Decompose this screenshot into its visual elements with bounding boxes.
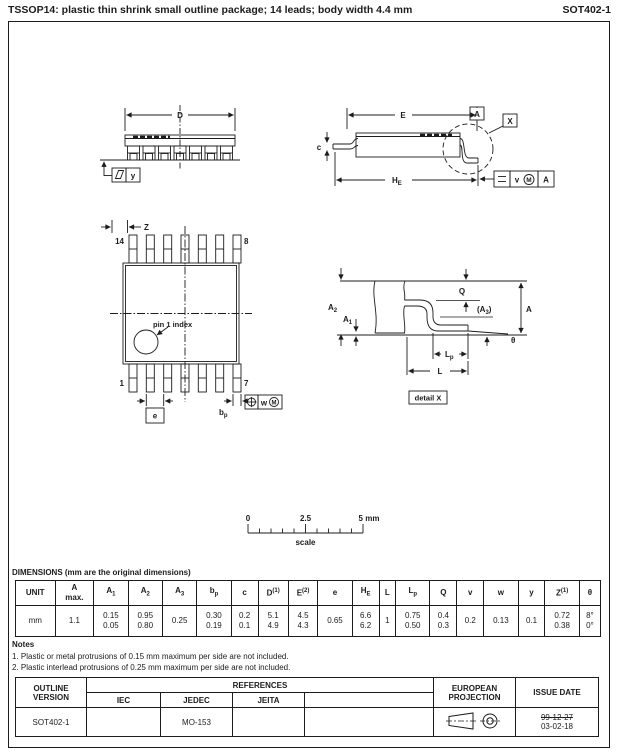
dim-value-cell: 0.13 [484,606,518,637]
dimensions-caption: DIMENSIONS (mm are the original dimensions) [12,568,191,577]
dim-column-header: θ [579,581,600,606]
symmetry-symbol-icon [498,177,506,182]
detail-X-title: detail X [414,393,442,403]
dim-value-cell: 0.2 0.1 [231,606,258,637]
top-view [101,220,282,423]
dim-D-label: D [177,111,183,120]
iec-value [87,708,161,737]
tol-w-label: w [260,398,268,408]
dim-value-cell: 6.6 6.2 [352,606,379,637]
dim-column-header: $A_3$ [162,581,196,606]
scale-bar [246,514,380,547]
package-code: SOT402-1 [562,4,611,16]
dim-column-header: w [484,581,518,606]
detail-X-circle [443,124,493,174]
dim-column-header: $E^{(2)}$ [288,581,318,606]
dim-theta-label: θ [511,336,516,345]
references-extra-header [305,693,434,708]
tolerance-frame-bp [245,395,282,409]
dim-A2-label: $A_2$ [328,303,338,314]
tol-v-label: v [514,175,520,185]
section-view [328,268,532,404]
dim-L-label: L [437,367,443,376]
page-title: TSSOP14: plastic thin shrink small outline package; 14 leads; body width 4.4 mm [8,4,413,16]
dim-column-header: c [231,581,258,606]
dim-column-header: UNIT [16,581,56,606]
dim-Z-label: Z [144,223,149,232]
dimensions-table-container [15,580,601,637]
references-header: REFERENCES [87,678,434,693]
flatness-symbol-icon [116,171,124,179]
issue-date-header: ISSUE DATE [516,678,599,708]
dim-column-header: $A_2$ [128,581,162,606]
notes-section [12,640,290,674]
jeita-value [233,708,305,737]
dim-value-cell: 4.5 4.3 [288,606,318,637]
dim-column-header: y [518,581,545,606]
dim-value-cell: 1 [379,606,396,637]
dim-column-header: $A_1$ [94,581,128,606]
dim-value-cell: 0.30 0.19 [197,606,231,637]
dim-column-header: $Z^{(1)}$ [545,581,579,606]
datum-A-label: A [474,110,480,119]
jedec-value: MO-153 [161,708,233,737]
end-view [317,107,554,187]
body-break-line [374,281,376,333]
note-item: 2. Plastic interlead protrusions of 0.25 mm maximum per side are not included. [12,663,291,672]
dim-column-header: $b_p$ [197,581,231,606]
dim-E-label: E [400,111,406,120]
pin1-index-circle [134,330,158,354]
dim-value-cell: 0.1 [518,606,545,637]
dim-y-label: y [130,171,136,181]
european-projection-header: EUROPEAN PROJECTION [434,678,516,708]
dim-value-cell: 1.1 [55,606,94,637]
dim-value-cell: 0.75 0.50 [396,606,430,637]
dim-A-label: A [526,305,532,314]
first-angle-projection-icon [446,710,504,732]
dim-column-header: e [318,581,352,606]
dim-value-cell: 5.1 4.9 [258,606,288,637]
dim-Lp-label: $L_p$ [445,350,454,361]
dim-value-cell: 0.4 0.3 [430,606,457,637]
side-view [100,105,240,182]
pin-8-label: 8 [244,237,249,246]
detail-X-ref-label: X [507,117,513,126]
dim-value-cell: 0.95 0.80 [128,606,162,637]
jeita-header: JEITA [233,693,305,708]
tol-M-label: M [526,177,532,184]
scale-tick-5mm: 5 mm [358,514,380,523]
dim-value-cell: mm [16,606,56,637]
dim-c-label: c [316,143,322,152]
pin-14-label: 14 [115,237,124,246]
scale-tick-0: 0 [245,514,251,523]
references-extra-value [305,708,434,737]
european-projection-cell [434,708,516,737]
outline-version-header: OUTLINE VERSION [16,678,87,708]
dim-column-header: L [379,581,396,606]
dim-column-header: v [457,581,484,606]
pin-1-label: 1 [119,379,124,388]
position-symbol-icon [247,397,257,407]
iec-header: IEC [87,693,161,708]
dim-e-label: e [152,411,158,421]
issue-date-old: 99-12-27 [540,713,574,722]
dim-value-cell: 0.25 [162,606,196,637]
revision-table-container [15,677,599,737]
jedec-header: JEDEC [161,693,233,708]
dim-HE-label: $H_E$ [392,176,402,187]
dim-A1-label: $A_1$ [343,315,353,326]
scale-tick-2-5: 2.5 [299,514,312,523]
dim-column-header: Q [430,581,457,606]
dim-value-cell: 8° 0° [579,606,600,637]
dim-value-cell: 0.72 0.38 [545,606,579,637]
outline-version-value: SOT402-1 [16,708,87,737]
dim-column-header: A max. [55,581,94,606]
tol-M-label: M [271,400,277,407]
dim-Q-label: Q [458,287,466,296]
dim-bp-label: $b_p$ [219,408,228,419]
dim-column-header: $H_E$ [352,581,379,606]
pin-7-label: 7 [244,379,249,388]
pin1-index-label: pin 1 index [153,320,193,329]
dim-value-cell: 0.15 0.05 [94,606,128,637]
lead-profile [405,300,469,325]
dim-value-cell: 0.65 [318,606,352,637]
issue-date-cell [516,708,599,737]
dim-value-cell: 0.2 [457,606,484,637]
notes-title: Notes [12,640,35,649]
dimensions-table [15,580,601,637]
dim-column-header: $L_p$ [396,581,430,606]
dim-A3-label: $(A_3)$ [477,305,492,316]
dim-column-header: $D^{(1)}$ [258,581,288,606]
tolerance-frame-HE [494,171,554,187]
revision-table [15,677,599,737]
dimensions-value-row [16,606,601,637]
dimensions-header-row [16,581,601,606]
note-item: 1. Plastic or metal protrusions of 0.15 mm maximum per side are not included. [12,652,289,661]
scale-caption: scale [295,538,316,547]
issue-date-new: 03-02-18 [540,722,574,731]
tol-A-label: A [543,175,549,185]
